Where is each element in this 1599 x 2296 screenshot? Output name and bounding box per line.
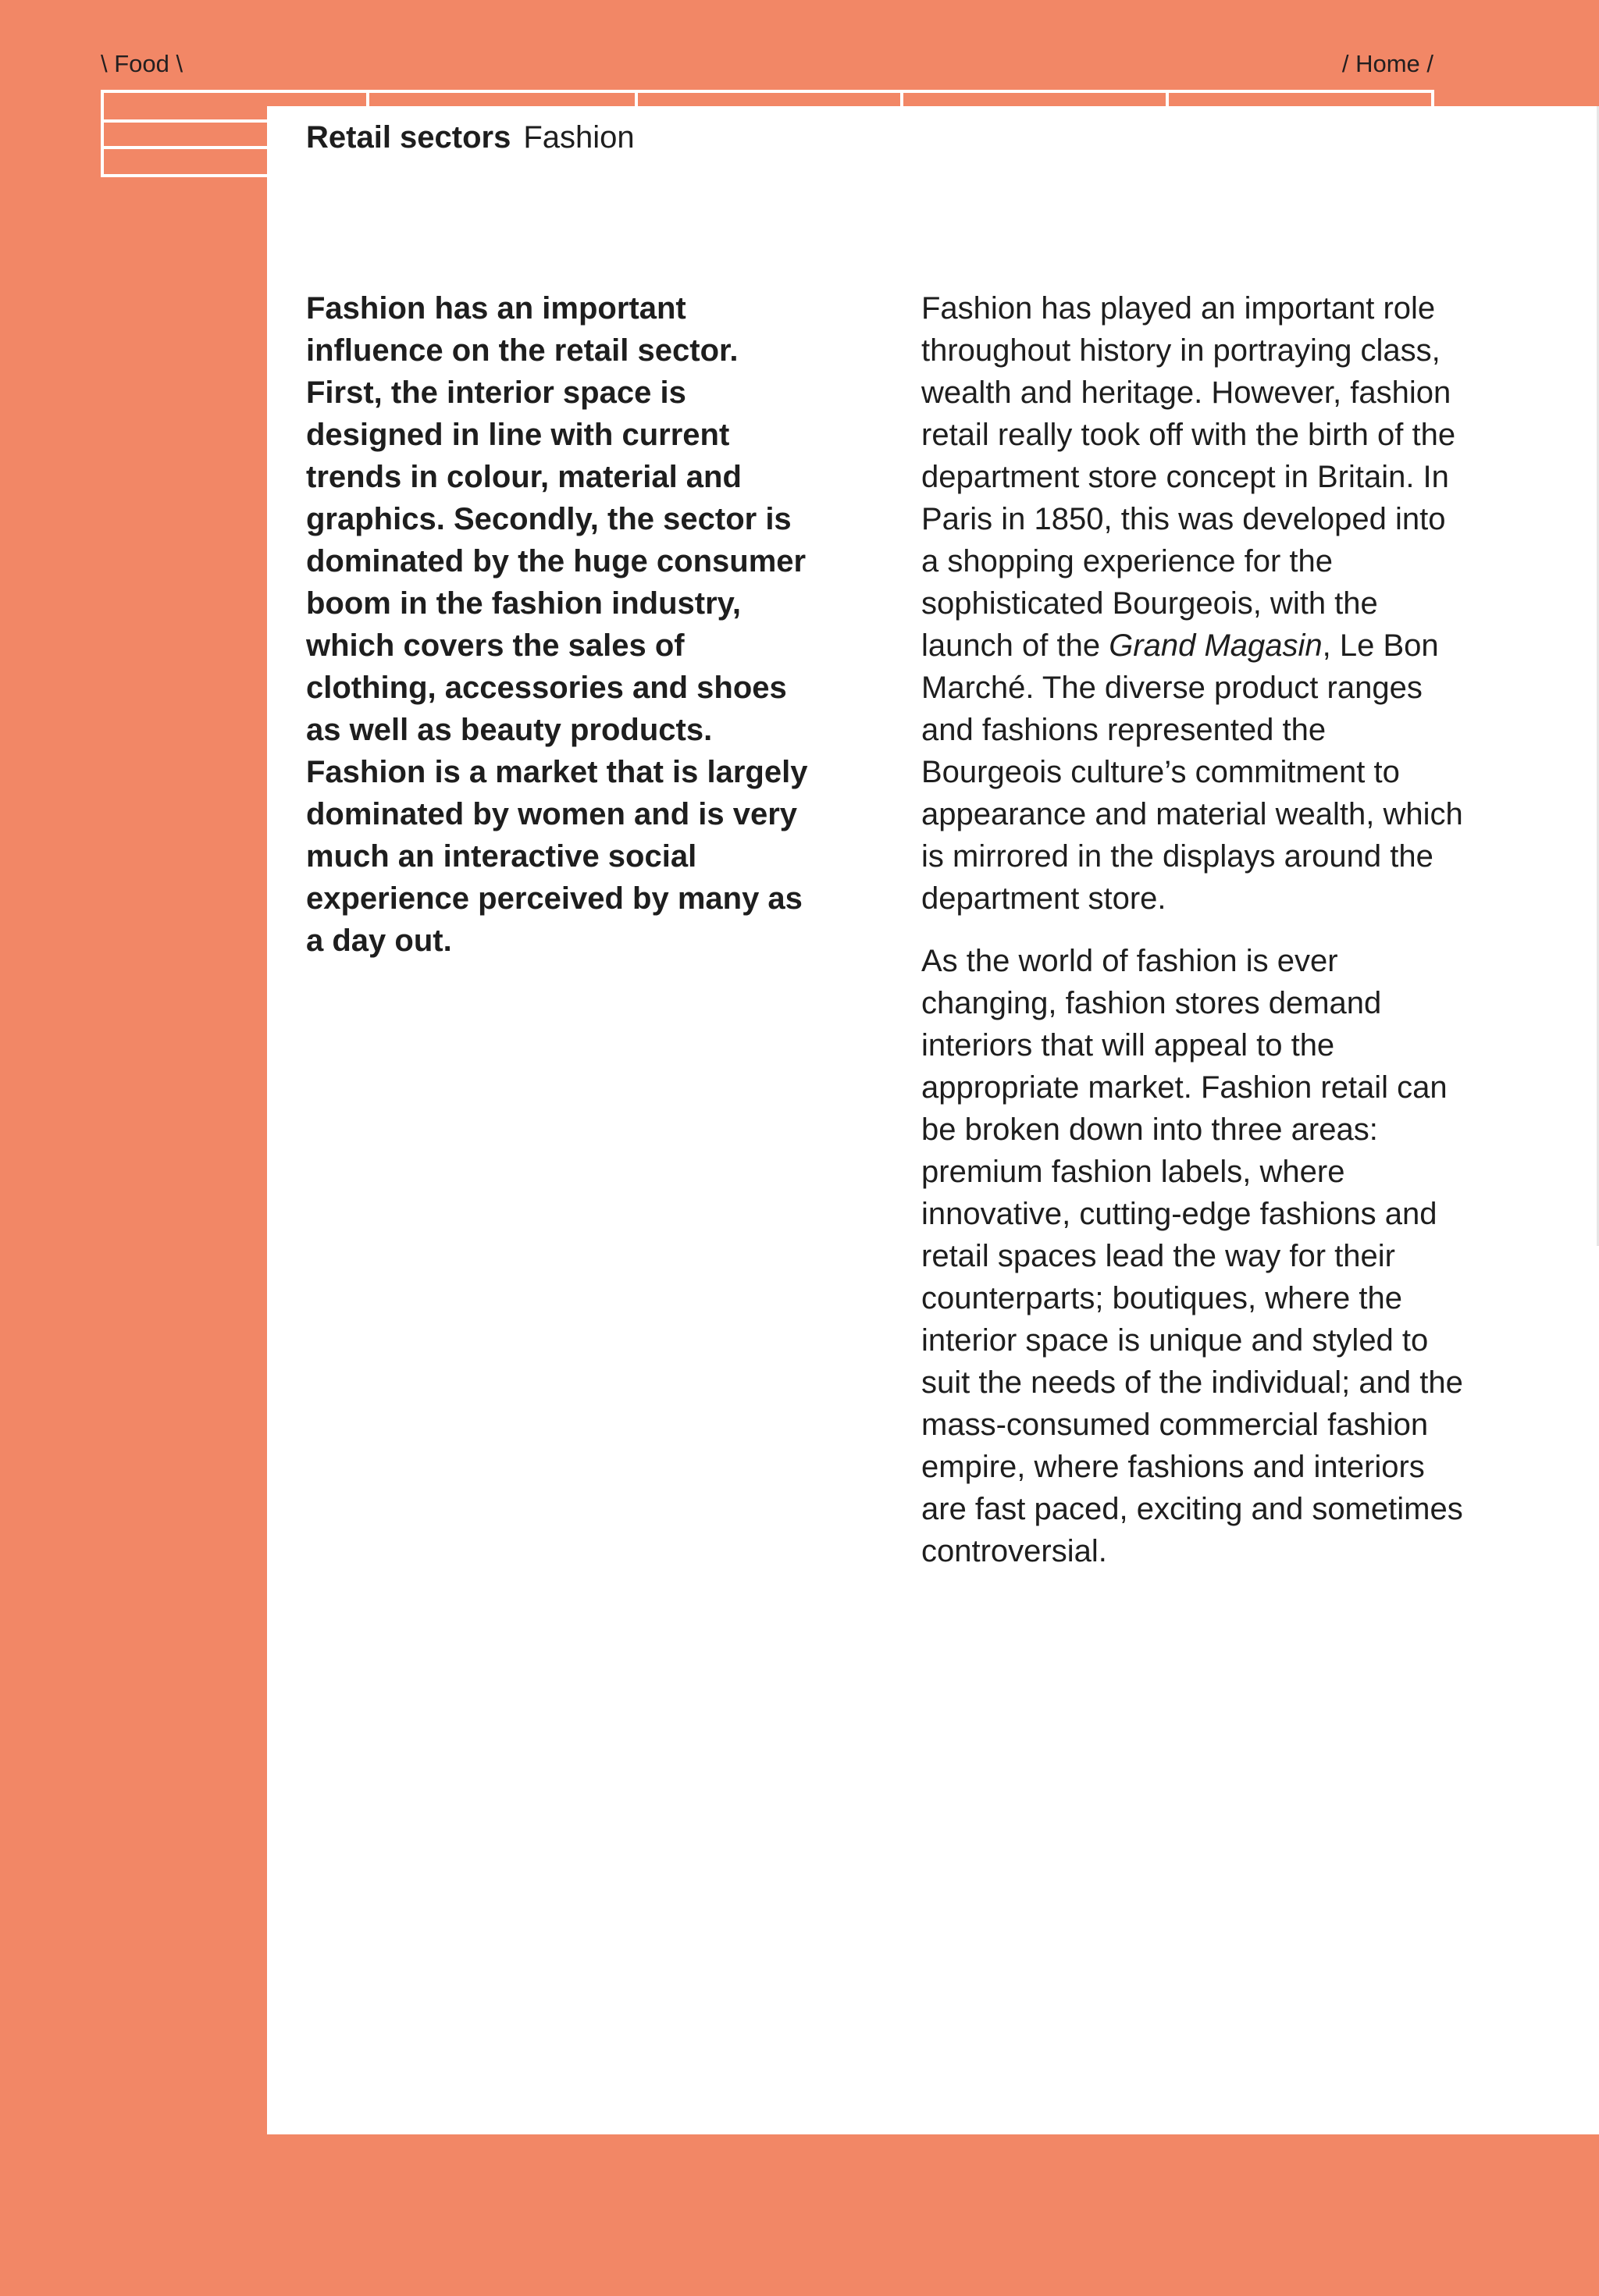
lead-paragraph: Fashion has an important influence on the retail sector. First, the interior space is designed in line with current trends in colour, material and graphics. Secondly, the sector is dominated by the huge consumer boom in the fashion industry, which covers the sales of clothing, accessories and shoes as well as beauty products. Fashion is a market that is largely dominated by women and is very much an interactive social experience perceived by many as a day out.: [306, 291, 808, 958]
section-name: Fashion: [523, 120, 635, 155]
body-paragraph-2: As the world of fashion is ever changing, fashion stores demand interiors that will appeal to the appropriate market. Fashion retail can be broken down into three areas: premium fashion labels, where innovative, cutting-edge fashions and retail spaces lead the way for their counterparts; boutiques, where the interior space is unique and styled to suit the needs of the individual; and the mass-consumed commercial fashion empire, where fashions and interiors are fast paced, exciting and sometimes controversial.: [921, 944, 1463, 1568]
nav-next-link[interactable]: / Home /: [1341, 50, 1433, 77]
section-label: Retail sectors: [306, 120, 511, 155]
body-paragraph-1-part-b: , Le Bon Marché. The diverse product ranges and fashions represented the Bourgeois culture’s commitment to appearance and material wealth, which is mirrored in the displays around the department store.: [921, 628, 1463, 916]
body-paragraph-1-part-a: Fashion has played an important role throughout history in portraying class, wealth and heritage. However, fashion retail really took off with the birth of the department store concept in Britain. In Paris in 1850, this was developed into a shopping experience for the sophisticated Bourgeois, with the launch of the: [921, 291, 1456, 663]
body-column: [921, 287, 1468, 1593]
nav-previous-link[interactable]: \ Food \: [101, 50, 183, 77]
body-paragraph-1-italic: Grand Magasin: [1109, 628, 1323, 663]
body-paragraph-1: [921, 287, 1468, 920]
section-header: [306, 119, 635, 156]
